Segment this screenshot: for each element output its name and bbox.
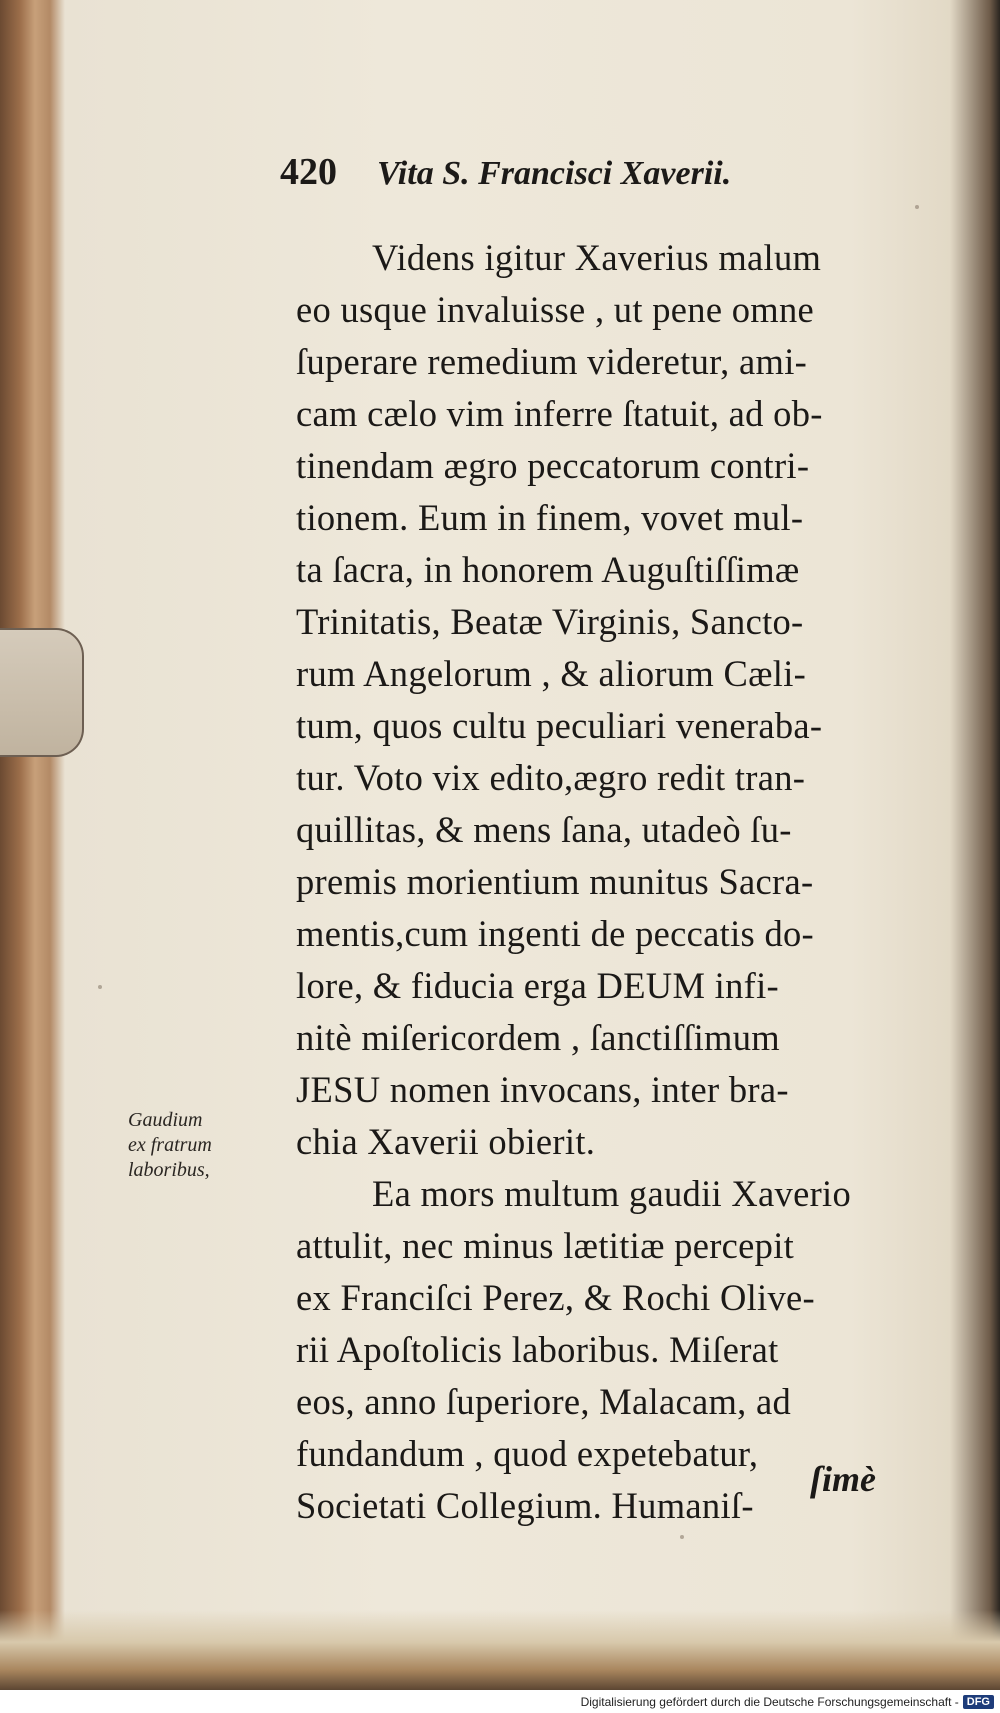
text-line: lore, & fiducia erga DEUM infi- xyxy=(296,965,779,1006)
text-line: tum, quos cultu peculiari veneraba- xyxy=(296,705,823,746)
margin-note-line: Gaudium xyxy=(128,1109,203,1131)
text-line: ex Franciſci Perez, & Rochi Olive- xyxy=(296,1277,816,1318)
catchword: ſimè xyxy=(810,1459,876,1499)
running-title: Vita S. Francisci Xaverii. xyxy=(377,155,732,192)
body-text xyxy=(296,232,936,1532)
text-line: ſuperare remedium videretur, ami- xyxy=(296,341,808,382)
dfg-logo: DFG xyxy=(963,1695,994,1709)
text-line: nitè miſericordem , ſanctiſſimum xyxy=(296,1017,780,1058)
text-line: tur. Voto vix edito,ægro redit tran- xyxy=(296,757,806,798)
footer-credit: Digitalisierung gefördert durch die Deutsche Forschungsgemeinschaft - xyxy=(580,1694,959,1709)
running-head xyxy=(280,150,890,206)
text-line: Ea mors multum gaudii Xaverio xyxy=(372,1173,852,1214)
text-line: Societati Collegium. Humaniſ- xyxy=(296,1485,754,1526)
text-line: Trinitatis, Beatæ Virginis, Sancto- xyxy=(296,601,804,642)
page-edge xyxy=(0,1610,1000,1690)
text-line: attulit, nec minus lætitiæ percepit xyxy=(296,1225,795,1266)
text-line: rii Apoſtolicis laboribus. Miſerat xyxy=(296,1329,779,1370)
paper-speck xyxy=(98,985,102,989)
text-line: tionem. Eum in finem, vovet mul- xyxy=(296,497,804,538)
text-line: tinendam ægro peccatorum contri- xyxy=(296,445,810,486)
text-line: chia Xaverii obierit. xyxy=(296,1121,596,1162)
digitization-footer xyxy=(0,1690,1000,1713)
text-line: rum Angelorum , & aliorum Cæli- xyxy=(296,653,807,694)
text-line: mentis,cum ingenti de peccatis do- xyxy=(296,913,815,954)
text-line: cam cælo vim inferre ſtatuit, ad ob- xyxy=(296,393,823,434)
paper-speck xyxy=(680,1535,684,1539)
margin-note-line: ex fratrum xyxy=(128,1134,212,1156)
text-line: fundandum , quod expetebatur, xyxy=(296,1433,759,1474)
text-line: eos, anno ſuperiore, Malacam, ad xyxy=(296,1381,792,1422)
margin-note-line: laboribus, xyxy=(128,1159,210,1181)
margin-note xyxy=(128,1108,278,1183)
page-tab-marker xyxy=(0,628,84,757)
text-line: premis morientium munitus Sacra- xyxy=(296,861,814,902)
page-number: 420 xyxy=(280,151,337,193)
text-line: Videns igitur Xaverius malum xyxy=(372,237,822,278)
text-line: ta ſacra, in honorem Auguſtiſſimæ xyxy=(296,549,800,590)
paper-speck xyxy=(915,205,919,209)
text-line: eo usque invaluisse , ut pene omne xyxy=(296,289,815,330)
text-line: quillitas, & mens ſana, utadeò ſu- xyxy=(296,809,792,850)
text-line: JESU nomen invocans, inter bra- xyxy=(296,1069,789,1110)
